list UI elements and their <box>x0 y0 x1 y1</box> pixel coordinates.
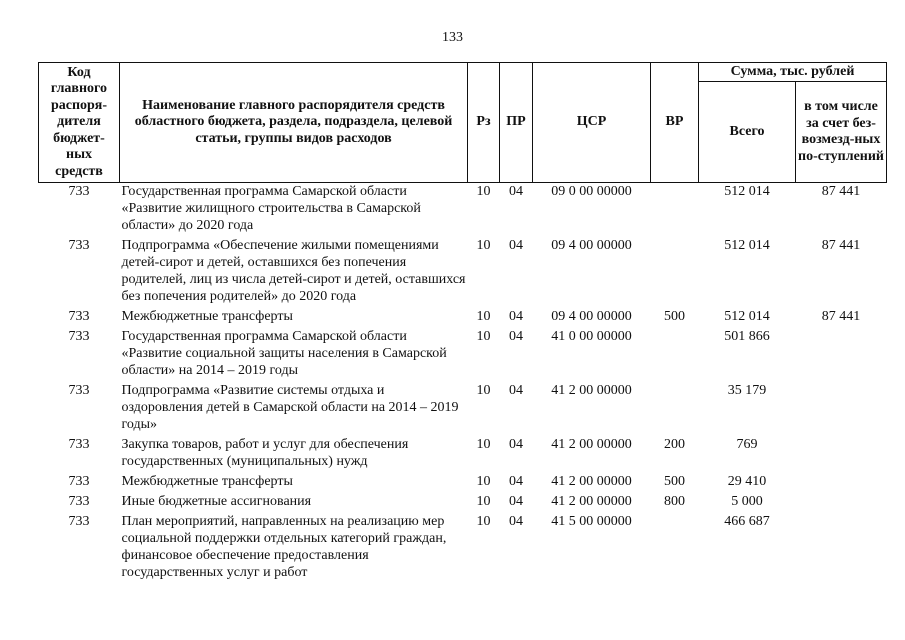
header-code: Код главного распоря-дителя бюджет-ных средств <box>39 63 120 183</box>
header-sum-group: Сумма, тыс. рублей <box>699 63 887 82</box>
cell-pr: 04 <box>509 329 523 344</box>
table-header <box>39 63 887 183</box>
cell-vr <box>651 382 699 436</box>
header-name: Наименование главного распорядителя средств областного бюджета, раздела, подраздела, целевой статьи, группы видов расходов <box>120 63 468 183</box>
cell-code: 733 <box>68 184 90 199</box>
cell-rz: 10 <box>476 383 491 398</box>
cell-pr: 04 <box>509 494 523 509</box>
cell-rz: 10 <box>476 184 491 199</box>
cell-total: 29 410 <box>727 474 767 489</box>
cell-code: 733 <box>68 474 90 489</box>
cell-rz: 10 <box>476 514 491 529</box>
cell-pr: 04 <box>509 238 523 253</box>
header-grant: в том числе за счет без-возмезд-ных по-ступлений <box>796 82 887 183</box>
cell-vr: 800 <box>664 494 685 509</box>
cell-csr: 09 4 00 00000 <box>551 238 632 253</box>
page-number: 133 <box>442 30 463 45</box>
table-row <box>39 183 887 238</box>
cell-grant: 87 441 <box>821 309 861 324</box>
cell-pr: 04 <box>509 309 523 324</box>
cell-pr: 04 <box>509 437 523 452</box>
cell-name: Подпрограмма «Развитие системы отдыха и оздоровления детей в Самарской области на 2014 – 2019 годы» <box>121 383 459 432</box>
cell-code: 733 <box>68 514 90 529</box>
cell-grant <box>796 436 887 473</box>
cell-vr <box>651 237 699 308</box>
cell-pr: 04 <box>509 184 523 199</box>
cell-name: Межбюджетные трансферты <box>121 474 293 489</box>
table-row <box>39 513 887 584</box>
cell-rz: 10 <box>476 474 491 489</box>
cell-grant <box>796 493 887 513</box>
budget-table <box>38 62 887 584</box>
cell-grant <box>796 473 887 493</box>
cell-name: Закупка товаров, работ и услуг для обеспечения государственных (муниципальных) нужд <box>121 437 409 469</box>
cell-name: Иные бюджетные ассигнования <box>121 494 312 509</box>
cell-name: Межбюджетные трансферты <box>121 309 293 324</box>
table-row <box>39 473 887 493</box>
header-vr: ВР <box>651 63 699 183</box>
header-csr: ЦСР <box>533 63 651 183</box>
cell-grant: 87 441 <box>821 238 861 253</box>
header-pr: ПР <box>500 63 533 183</box>
cell-rz: 10 <box>476 494 491 509</box>
cell-total: 512 014 <box>724 238 770 253</box>
cell-code: 733 <box>68 437 90 452</box>
table-body <box>39 183 887 585</box>
cell-rz: 10 <box>476 309 491 324</box>
cell-code: 733 <box>68 494 90 509</box>
header-rz: Рз <box>468 63 500 183</box>
cell-total: 512 014 <box>724 184 770 199</box>
cell-csr: 09 0 00 00000 <box>551 184 632 199</box>
cell-vr <box>651 183 699 238</box>
cell-rz: 10 <box>476 437 491 452</box>
cell-vr: 500 <box>664 309 685 324</box>
cell-total: 466 687 <box>724 514 770 529</box>
cell-total: 5 000 <box>731 494 763 509</box>
cell-name: План мероприятий, направленных на реализацию мер социальной поддержки отдельных категорий граждан, финансовое обеспечение предоставления государственных услуг и работ <box>121 514 447 580</box>
cell-csr: 41 2 00 00000 <box>551 474 632 489</box>
cell-code: 733 <box>68 238 90 253</box>
cell-code: 733 <box>68 309 90 324</box>
cell-csr: 41 0 00 00000 <box>551 329 632 344</box>
cell-code: 733 <box>68 329 90 344</box>
table-row <box>39 308 887 328</box>
table-row <box>39 436 887 473</box>
cell-vr: 500 <box>664 474 685 489</box>
cell-total: 769 <box>736 437 758 452</box>
cell-pr: 04 <box>509 383 523 398</box>
cell-total: 501 866 <box>724 329 770 344</box>
cell-pr: 04 <box>509 474 523 489</box>
cell-vr: 200 <box>664 437 685 452</box>
cell-name: Государственная программа Самарской области «Развитие жилищного строительства в Самарской области» до 2020 года <box>121 184 421 233</box>
cell-total: 35 179 <box>727 383 767 398</box>
table-row <box>39 328 887 382</box>
cell-name: Подпрограмма «Обеспечение жилыми помещениями детей-сирот и детей, оставшихся без попечения родителей, лиц из числа детей-сирот и детей, оставшихся без попечения родителей» до 2020 года <box>121 238 466 304</box>
cell-pr: 04 <box>509 514 523 529</box>
cell-csr: 41 2 00 00000 <box>551 383 632 398</box>
table-row <box>39 237 887 308</box>
cell-csr: 41 5 00 00000 <box>551 514 632 529</box>
cell-code: 733 <box>68 383 90 398</box>
cell-vr <box>651 513 699 584</box>
cell-grant: 87 441 <box>821 184 861 199</box>
table-row <box>39 382 887 436</box>
cell-total: 512 014 <box>724 309 770 324</box>
table-row <box>39 493 887 513</box>
cell-rz: 10 <box>476 329 491 344</box>
cell-csr: 09 4 00 00000 <box>551 309 632 324</box>
cell-csr: 41 2 00 00000 <box>551 494 632 509</box>
cell-grant <box>796 513 887 584</box>
cell-rz: 10 <box>476 238 491 253</box>
cell-csr: 41 2 00 00000 <box>551 437 632 452</box>
header-total: Всего <box>699 82 796 183</box>
cell-name: Государственная программа Самарской области «Развитие социальной защиты населения в Самарской области» на 2014 – 2019 годы <box>121 329 447 378</box>
cell-grant <box>796 382 887 436</box>
cell-grant <box>796 328 887 382</box>
cell-vr <box>651 328 699 382</box>
